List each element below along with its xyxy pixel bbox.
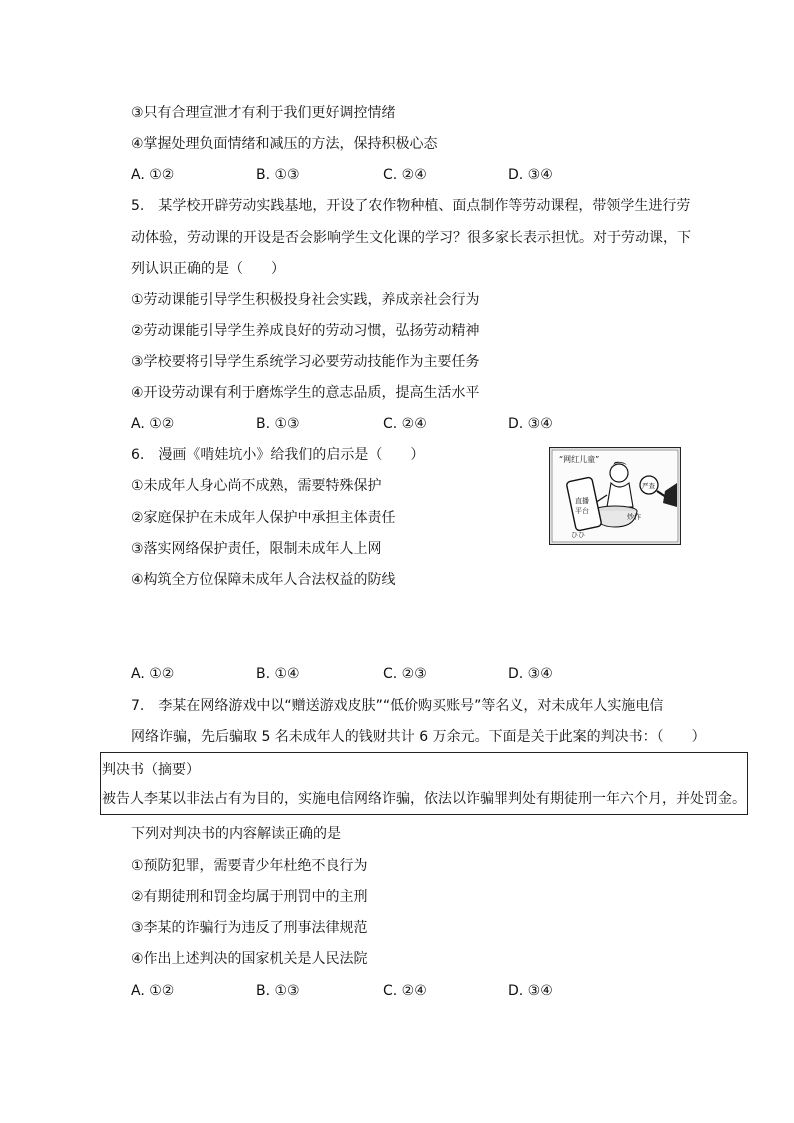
q5-item-1: ①劳动课能引导学生积极投身社会实践，养成亲社会行为: [131, 292, 480, 308]
cartoon-phone-line-2: 平台: [575, 507, 589, 515]
judgment-body: 被告人李某以非法占有为目的，实施电信网络诈骗，依法以诈骗罪判处有期徒刑一年六个月，并处罚金。: [102, 791, 746, 807]
q6-option-d: D. ③④: [508, 666, 553, 682]
cartoon-banner-text: “网红儿童”: [559, 455, 600, 464]
q4-option-c: C. ②④: [383, 167, 427, 183]
judgment-box: [100, 752, 748, 815]
q6-option-b: B. ①④: [256, 666, 300, 682]
q7-item-2: ②有期徒刑和罚金均属于刑罚中的主刑: [131, 889, 368, 905]
q5-options: [131, 415, 651, 433]
q7-item-3: ③李某的诈骗行为违反了刑事法律规范: [131, 920, 368, 936]
q5-item-2: ②劳动课能引导学生养成良好的劳动习惯，弘扬劳动精神: [131, 323, 480, 339]
q5-stem-line-3: 列认识正确的是（ ）: [131, 261, 285, 277]
q5-item-3: ③学校要将引导学生系统学习必要劳动技能作为主要任务: [131, 354, 480, 370]
q7-options: [131, 982, 651, 1000]
q4-option-a: A. ①②: [131, 167, 175, 183]
q4-option-d: D. ③④: [508, 167, 553, 183]
judgment-title: 判决书（摘要）: [102, 762, 200, 778]
cartoon-caption: 炒作: [627, 513, 641, 521]
q4-option-b: B. ①③: [256, 167, 300, 183]
q6-item-2: ②家庭保护在未成年人保护中承担主体责任: [131, 510, 396, 526]
q4-item-3: ③只有合理宣泄才有利于我们更好调控情绪: [131, 105, 396, 121]
cartoon-image: [549, 447, 681, 545]
q7-option-c: C. ②④: [383, 983, 427, 999]
q6-stem: 6. 漫画《啃娃坑小》给我们的启示是（ ）: [131, 447, 425, 463]
q7-item-1: ①预防犯罪，需要青少年杜绝不良行为: [131, 858, 368, 874]
q6-item-1: ①未成年人身心尚不成熟，需要特殊保护: [131, 478, 382, 494]
q5-option-b: B. ①③: [256, 416, 300, 432]
q5-stem-line-2: 动体验，劳动课的开设是否会影响学生文化课的学习？很多家长表示担忧。对于劳动课，下: [131, 230, 691, 246]
q5-option-c: C. ②④: [383, 416, 427, 432]
q4-item-4: ④掌握处理负面情绪和减压的方法，保持积极心态: [131, 136, 438, 152]
q5-option-a: A. ①②: [131, 416, 175, 432]
q6-item-3: ③落实网络保护责任，限制未成年人上网: [131, 541, 382, 557]
q5-item-4: ④开设劳动课有利于磨炼学生的意志品质，提高生活水平: [131, 385, 480, 401]
q7-prompt: 下列对判决书的内容解读正确的是: [131, 826, 341, 842]
cartoon-stamp-text: 严查: [642, 482, 655, 490]
q7-stem-line-1: 7. 李某在网络游戏中以“赠送游戏皮肤”“低价购买账号”等名义，对未成年人实施电信: [131, 698, 664, 714]
q7-option-b: B. ①③: [256, 983, 300, 999]
q7-option-a: A. ①②: [131, 983, 175, 999]
q6-options: [131, 665, 651, 683]
cartoon-doodle: ひひ: [571, 531, 585, 539]
q7-option-d: D. ③④: [508, 983, 553, 999]
q6-item-4: ④构筑全方位保障未成年人合法权益的防线: [131, 572, 396, 588]
q6-option-c: C. ②③: [383, 666, 427, 682]
cartoon-phone-line-1: 直播: [575, 497, 589, 505]
q4-options: [131, 166, 651, 184]
q7-item-4: ④作出上述判决的国家机关是人民法院: [131, 951, 368, 967]
q5-stem-line-1: 5. 某学校开辟劳动实践基地，开设了农作物种植、面点制作等劳动课程，带领学生进行劳: [131, 198, 691, 214]
q6-option-a: A. ①②: [131, 666, 175, 682]
q7-stem-line-2: 网络诈骗，先后骗取 5 名未成年人的钱财共计 6 万余元。下面是关于此案的判决书：（ ）: [131, 729, 706, 745]
q5-option-d: D. ③④: [508, 416, 553, 432]
